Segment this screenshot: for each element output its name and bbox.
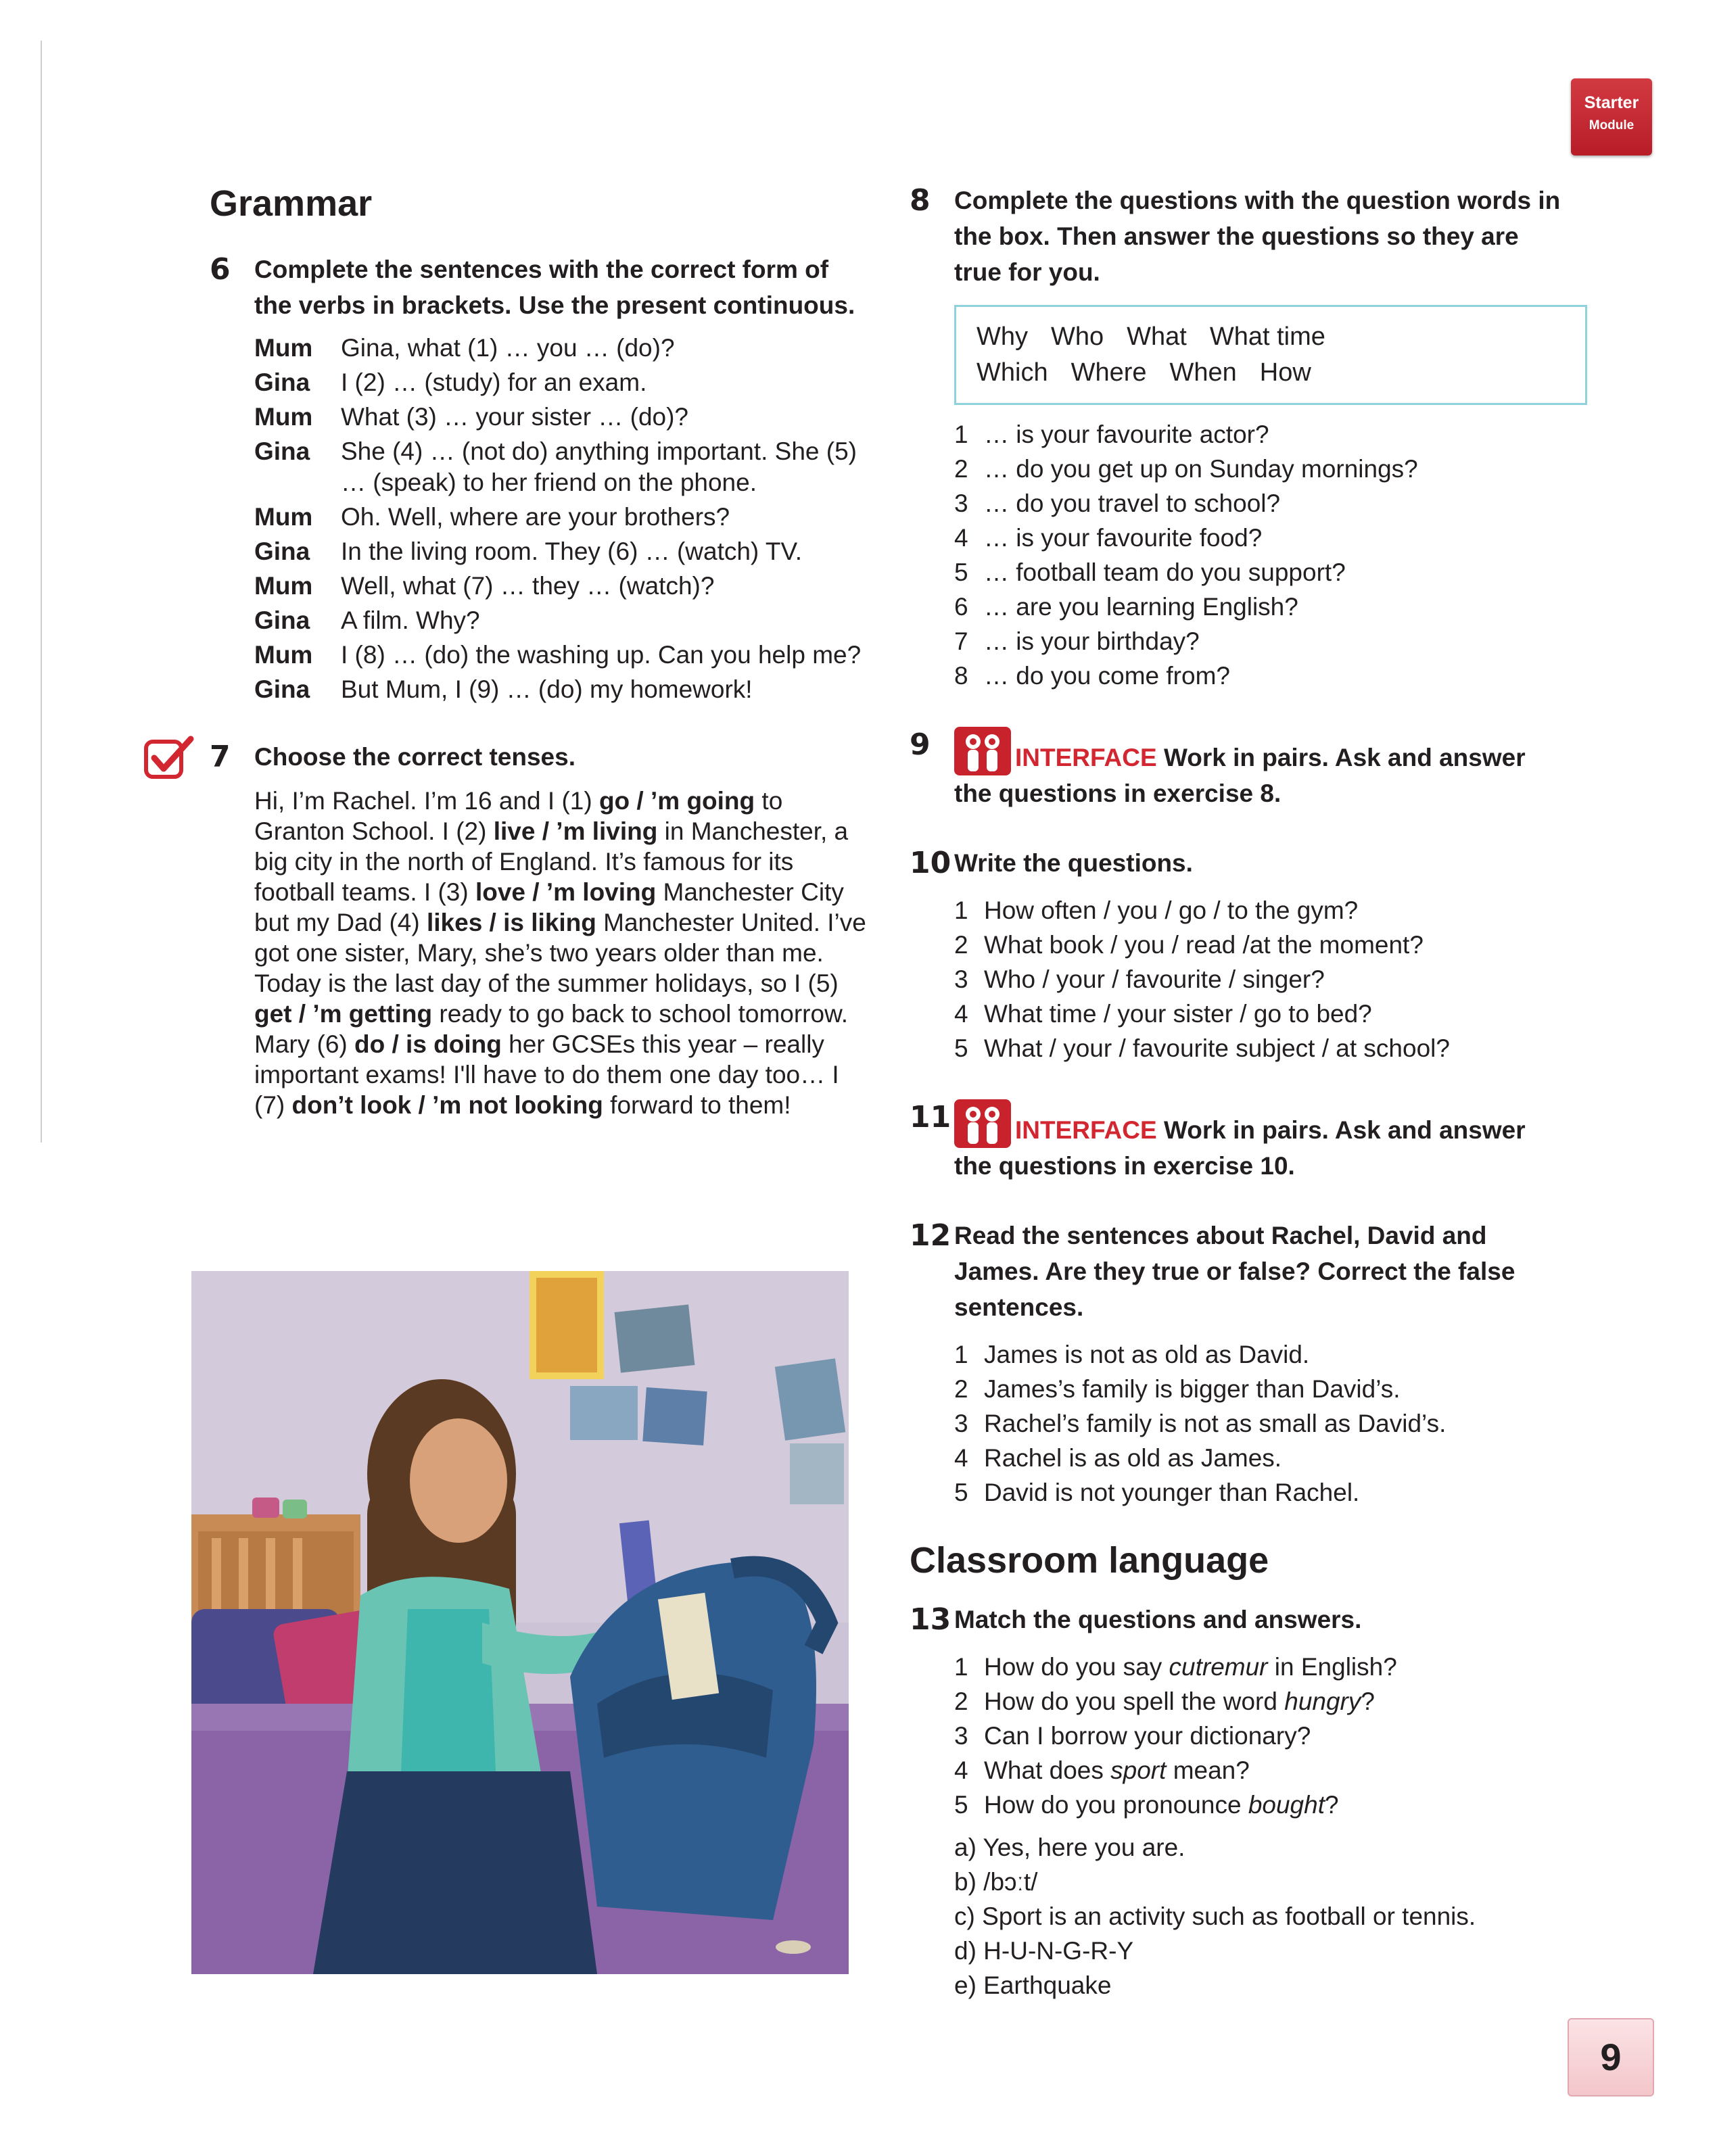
item-number: 6 [954,593,968,621]
exercise-number: 6 [210,252,231,287]
dialogue-line: But Mum, I (9) … (do) my homework! [341,675,753,703]
answer-item: b) /bɔːt/ [954,1868,1038,1896]
instruction-text: Work in pairs. Ask and answer the questions in exercise 8. [954,744,1526,807]
exercise-instruction: Write the questions. [954,849,1193,877]
right-column [910,183,1566,2003]
list-item [954,555,1566,590]
answer-item: a) Yes, here you are. [954,1834,1185,1861]
dialogue-row [254,640,872,671]
exercise-instruction: Complete the sentences with the correct form of the verbs in brackets. Use the present continuous. [254,256,855,319]
answer-item: e) Earthquake [954,1971,1112,1999]
item-text: What book / you / read /at the moment? [984,931,1424,959]
exercise-11 [910,1099,1566,1184]
module-tab [1571,78,1652,155]
word-box-word: What time [1209,322,1325,351]
dialogue-speaker: Gina [254,368,310,396]
list-item [954,1441,1566,1475]
item-number: 5 [954,1034,968,1062]
exercise-number: 12 [910,1218,951,1253]
word-box-word: Which [977,358,1048,387]
item-number: 8 [954,662,968,690]
dialogue-speaker: Mum [254,403,313,431]
list-item: 5 How do you pronounce bought? [954,1791,1339,1819]
exercise-instruction: Read the sentences about Rachel, David and James. Are they true or false? Correct the false sentences. [954,1222,1515,1321]
exercise-number: 11 [910,1100,951,1134]
dialogue-speaker: Mum [254,503,313,531]
dialogue-line: A film. Why? [341,606,480,634]
exercise-instruction: Choose the correct tenses. [254,743,575,771]
list-item: 2 How do you spell the word hungry? [954,1687,1375,1715]
dialogue-line: Well, what (7) … they … (watch)? [341,572,715,600]
item-text: James’s family is bigger than David’s. [984,1375,1401,1403]
item-text: How often / you / go / to the gym? [984,896,1359,924]
list-item [954,1475,1566,1510]
dialogue-row [254,402,872,433]
item-text: … do you get up on Sunday mornings? [984,455,1418,483]
exercise-7 [210,739,872,1120]
item-number: 1 [954,896,968,924]
page-number: 9 [1568,2018,1654,2097]
list-item [954,624,1566,658]
item-text: … do you come from? [984,662,1230,690]
list-item [954,1372,1566,1406]
item-text: … is your favourite food? [984,524,1263,552]
dialogue-row [254,571,872,602]
dialogue-speaker: Gina [254,537,310,565]
dialogue-row [254,436,872,498]
item-text: Who / your / favourite / singer? [984,965,1325,993]
item-number: 2 [954,931,968,959]
item-text: Rachel’s family is not as small as David’s. [984,1410,1446,1437]
item-text: … football team do you support? [984,558,1346,586]
list-item: 4 What does sport mean? [954,1756,1250,1784]
question-list [954,417,1566,693]
word-box-row [977,319,1565,355]
list-item [954,997,1566,1031]
item-number: 3 [954,1410,968,1437]
module-tab-subtitle: Module [1589,118,1634,133]
exercise-number: 10 [910,846,951,880]
list-item [954,962,1566,997]
word-box-word: Who [1051,322,1104,351]
item-text: What time / your sister / go to bed? [984,1000,1372,1028]
left-column [210,183,872,1120]
dialogue-row [254,502,872,533]
word-box-word: Why [977,322,1028,351]
word-box-word: How [1259,358,1311,387]
list-item [954,928,1566,962]
item-number: 4 [954,1444,968,1472]
list-item [954,658,1566,693]
exercise-number: 9 [910,727,931,762]
photo-girl-packing-bag [191,1271,849,1974]
dialogue-speaker: Mum [254,334,313,362]
list-item [954,893,1566,928]
list-item [954,452,1566,486]
item-number: 1 [954,421,968,448]
item-number: 5 [954,558,968,586]
dialogue-line: She (4) … (not do) anything important. She (5) … (speak) to her friend on the phone. [341,437,857,496]
item-number: 2 [954,1375,968,1403]
item-text: … do you travel to school? [984,489,1281,517]
dialogue-row [254,536,872,567]
item-text: … is your favourite actor? [984,421,1269,448]
instruction-text: Work in pairs. Ask and answer the questions in exercise 10. [954,1116,1526,1180]
dialogue-speaker: Mum [254,572,313,600]
dialogue-speaker: Gina [254,675,310,703]
word-box-row [977,355,1565,391]
margin-rule [41,41,42,1143]
word-box-word: Where [1071,358,1147,387]
sentence-list [954,1337,1566,1510]
dialogue-line: Gina, what (1) … you … (do)? [341,334,675,362]
item-number: 5 [954,1479,968,1506]
item-number: 4 [954,1000,968,1028]
dialogue-row [254,367,872,398]
answer-item: c) Sport is an activity such as football or tennis. [954,1902,1476,1930]
dialogue-row [254,333,872,364]
item-text: … are you learning English? [984,593,1298,621]
question-word-box [954,305,1587,405]
dialogue-speaker: Gina [254,606,310,634]
interface-label: INTERFACE [1015,1116,1157,1144]
module-tab-title: Starter [1584,93,1639,112]
exercise-number: 8 [910,183,931,218]
exercise-13 [910,1602,1566,2003]
dialogue-speaker: Mum [254,641,313,669]
item-number: 3 [954,489,968,517]
dialogue-speaker: Gina [254,437,310,465]
word-box-word: When [1169,358,1237,387]
exercise-12 [910,1218,1566,1510]
item-number: 1 [954,1341,968,1368]
dialogue-line: Oh. Well, where are your brothers? [341,503,730,531]
exercise-number: 7 [210,740,231,774]
item-text: Rachel is as old as James. [984,1444,1282,1472]
list-item: 3 Can I borrow your dictionary? [954,1722,1311,1750]
answer-list [954,1830,1566,2003]
reading-paragraph: Hi, I’m Rachel. I’m 16 and I (1) go / ’m going to Granton School. I (2) live / ’m living in Manchester, a big city in the north of England. It’s famous for its football teams. I (3) love / ’m loving Manchester City but my Dad (4) likes / is liking Manchester United. I’ve got one sister, Mary, she’s two years older than me. Today is the last day of the summer holidays, so I (5) get / ’m getting ready to go back to school tomorrow. Mary (6) do / is doing her GCSEs this year – really important exams! I'll have to do them one day too… I (7) don’t look / ’m not looking forward to them! [254,787,866,1119]
dialogue-row [254,605,872,636]
dialogue-line: I (8) … (do) the washing up. Can you help me? [341,641,862,669]
item-number: 3 [954,965,968,993]
exercise-9 [910,727,1566,811]
checkbox-tick-icon [143,735,195,781]
question-list [954,1650,1566,1822]
list-item [954,1337,1566,1372]
list-item [954,1406,1566,1441]
exercise-number: 13 [910,1602,951,1637]
exercise-instruction [954,727,1566,811]
word-box-word: What [1127,322,1187,351]
item-text: James is not as old as David. [984,1341,1310,1368]
question-list [954,893,1566,1065]
interface-label: INTERFACE [1015,744,1157,771]
list-item: 1 How do you say cutremur in English? [954,1653,1397,1681]
item-number: 2 [954,455,968,483]
list-item [954,1031,1566,1065]
item-number: 7 [954,627,968,655]
list-item [954,521,1566,555]
exercise-instruction: Complete the questions with the question words in the box. Then answer the questions so they are true for you. [954,187,1561,286]
list-item [954,590,1566,624]
exercise-instruction [954,1099,1566,1184]
dialogue-line: In the living room. They (6) … (watch) TV. [341,537,803,565]
item-text: What / your / favourite subject / at school? [984,1034,1450,1062]
exercise-6 [210,251,872,705]
dialogue-line: I (2) … (study) for an exam. [341,368,647,396]
interface-pair-icon [954,727,1011,775]
interface-pair-icon [954,1099,1011,1148]
item-text: … is your birthday? [984,627,1200,655]
dialogue [254,333,872,705]
exercise-10 [910,845,1566,1065]
list-item [954,486,1566,521]
dialogue-row [254,674,872,705]
dialogue-line: What (3) … your sister … (do)? [341,403,689,431]
section-title-classroom-language: Classroom language [910,1540,1269,1581]
item-number: 4 [954,524,968,552]
section-title-grammar: Grammar [210,183,373,224]
item-text: David is not younger than Rachel. [984,1479,1360,1506]
answer-item: d) H-U-N-G-R-Y [954,1937,1134,1965]
exercise-instruction: Match the questions and answers. [954,1606,1362,1633]
exercise-8 [910,183,1566,693]
list-item [954,417,1566,452]
